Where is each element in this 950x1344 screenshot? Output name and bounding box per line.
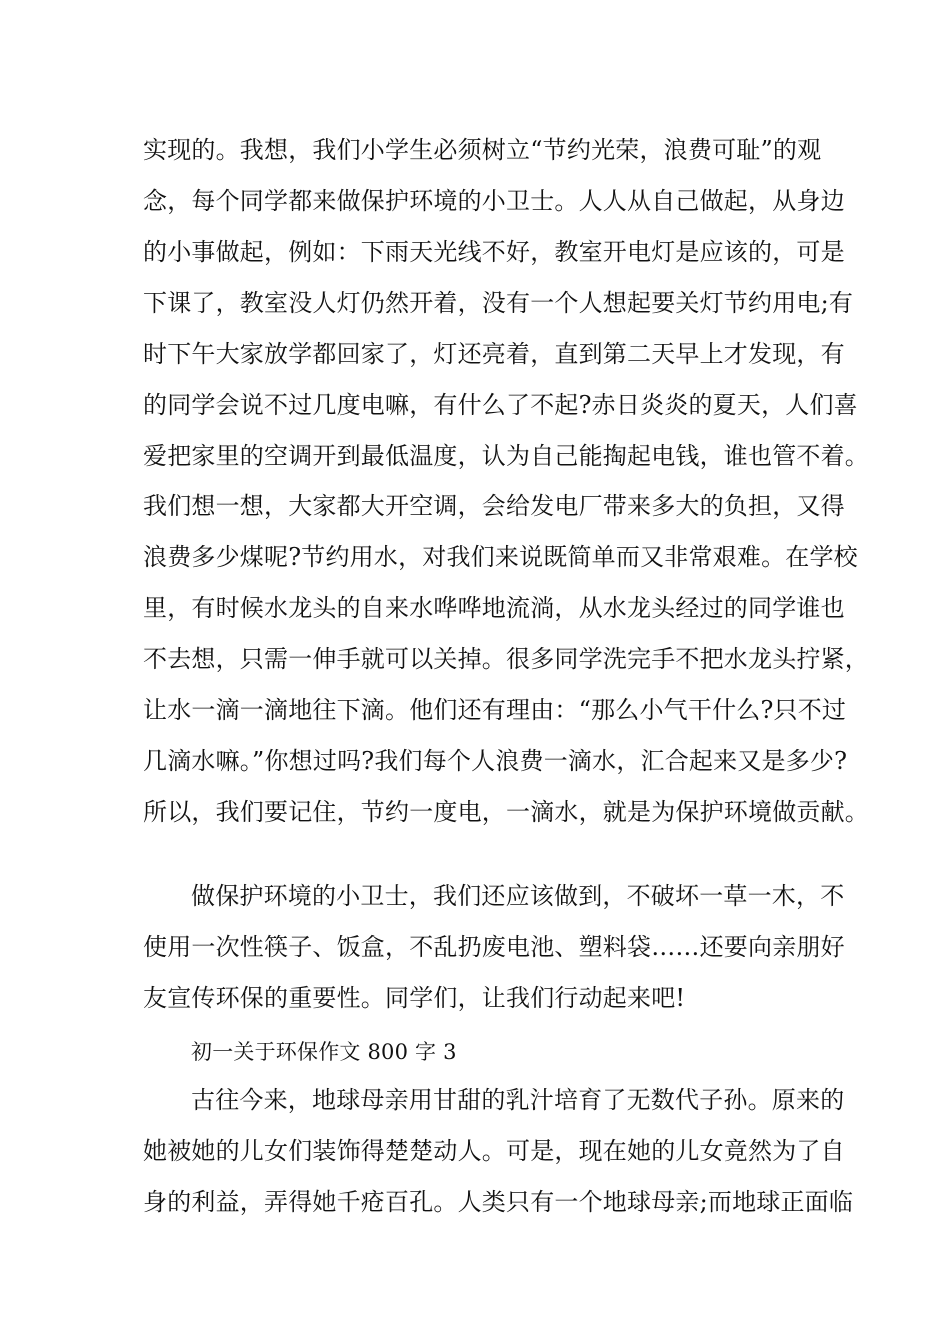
paragraph-1-line: 下课了，教室没人灯仍然开着，没有一个人想起要关灯节约用电;有 [143,289,854,317]
paragraph-2-line: 友宣传环保的重要性。同学们，让我们行动起来吧! [143,984,686,1012]
paragraph-3-line: 身的利益，弄得她千疮百孔。人类只有一个地球母亲;而地球正面临 [143,1188,854,1216]
paragraph-3-line: 她被她的儿女们装饰得楚楚动人。可是，现在她的儿女竟然为了自 [143,1137,845,1165]
paragraph-1-line: 浪费多少煤呢?节约用水，对我们来说既简单而又非常艰难。在学校 [143,543,858,571]
paragraph-1-line: 爱把家里的空调开到最低温度，认为自己能掏起电钱，谁也管不着。 [143,442,869,470]
paragraph-1-line: 时下午大家放学都回家了，灯还亮着，直到第二天早上才发现，有 [143,340,845,368]
paragraph-1-line: 让水一滴一滴地往下滴。他们还有理由：“那么小气干什么?只不过 [143,696,847,724]
section-title: 初一关于环保作文 800 字 3 [191,1040,457,1064]
paragraph-1-line: 我们想一想，大家都大开空调，会给发电厂带来多大的负担，又得 [143,492,845,520]
paragraph-1-line: 实现的。我想，我们小学生必须树立“节约光荣，浪费可耻”的观 [143,136,822,164]
paragraph-1-line: 所以，我们要记住，节约一度电，一滴水，就是为保护环境做贡献。 [143,798,869,826]
paragraph-1-line: 里，有时候水龙头的自来水哗哗地流淌，从水龙头经过的同学谁也 [143,594,845,622]
paragraph-3-line: 古往今来，地球母亲用甘甜的乳汁培育了无数代子孙。原来的 [191,1086,845,1114]
paragraph-1-line: 几滴水嘛。”你想过吗?我们每个人浪费一滴水，汇合起来又是多少? [143,747,848,775]
paragraph-1-line: 不去想，只需一伸手就可以关掉。很多同学洗完手不把水龙头拧紧， [143,645,869,673]
paragraph-1-line: 念，每个同学都来做保护环境的小卫士。人人从自己做起，从身边 [143,187,845,215]
paragraph-1-line: 的同学会说不过几度电嘛，有什么了不起?赤日炎炎的夏天，人们喜 [143,391,858,419]
paragraph-1-line: 的小事做起，例如：下雨天光线不好，教室开电灯是应该的，可是 [143,238,845,266]
paragraph-2-line: 做保护环境的小卫士，我们还应该做到，不破坏一草一木，不 [191,882,845,910]
paragraph-2-line: 使用一次性筷子、饭盒，不乱扔废电池、塑料袋……还要向亲朋好 [143,933,845,961]
